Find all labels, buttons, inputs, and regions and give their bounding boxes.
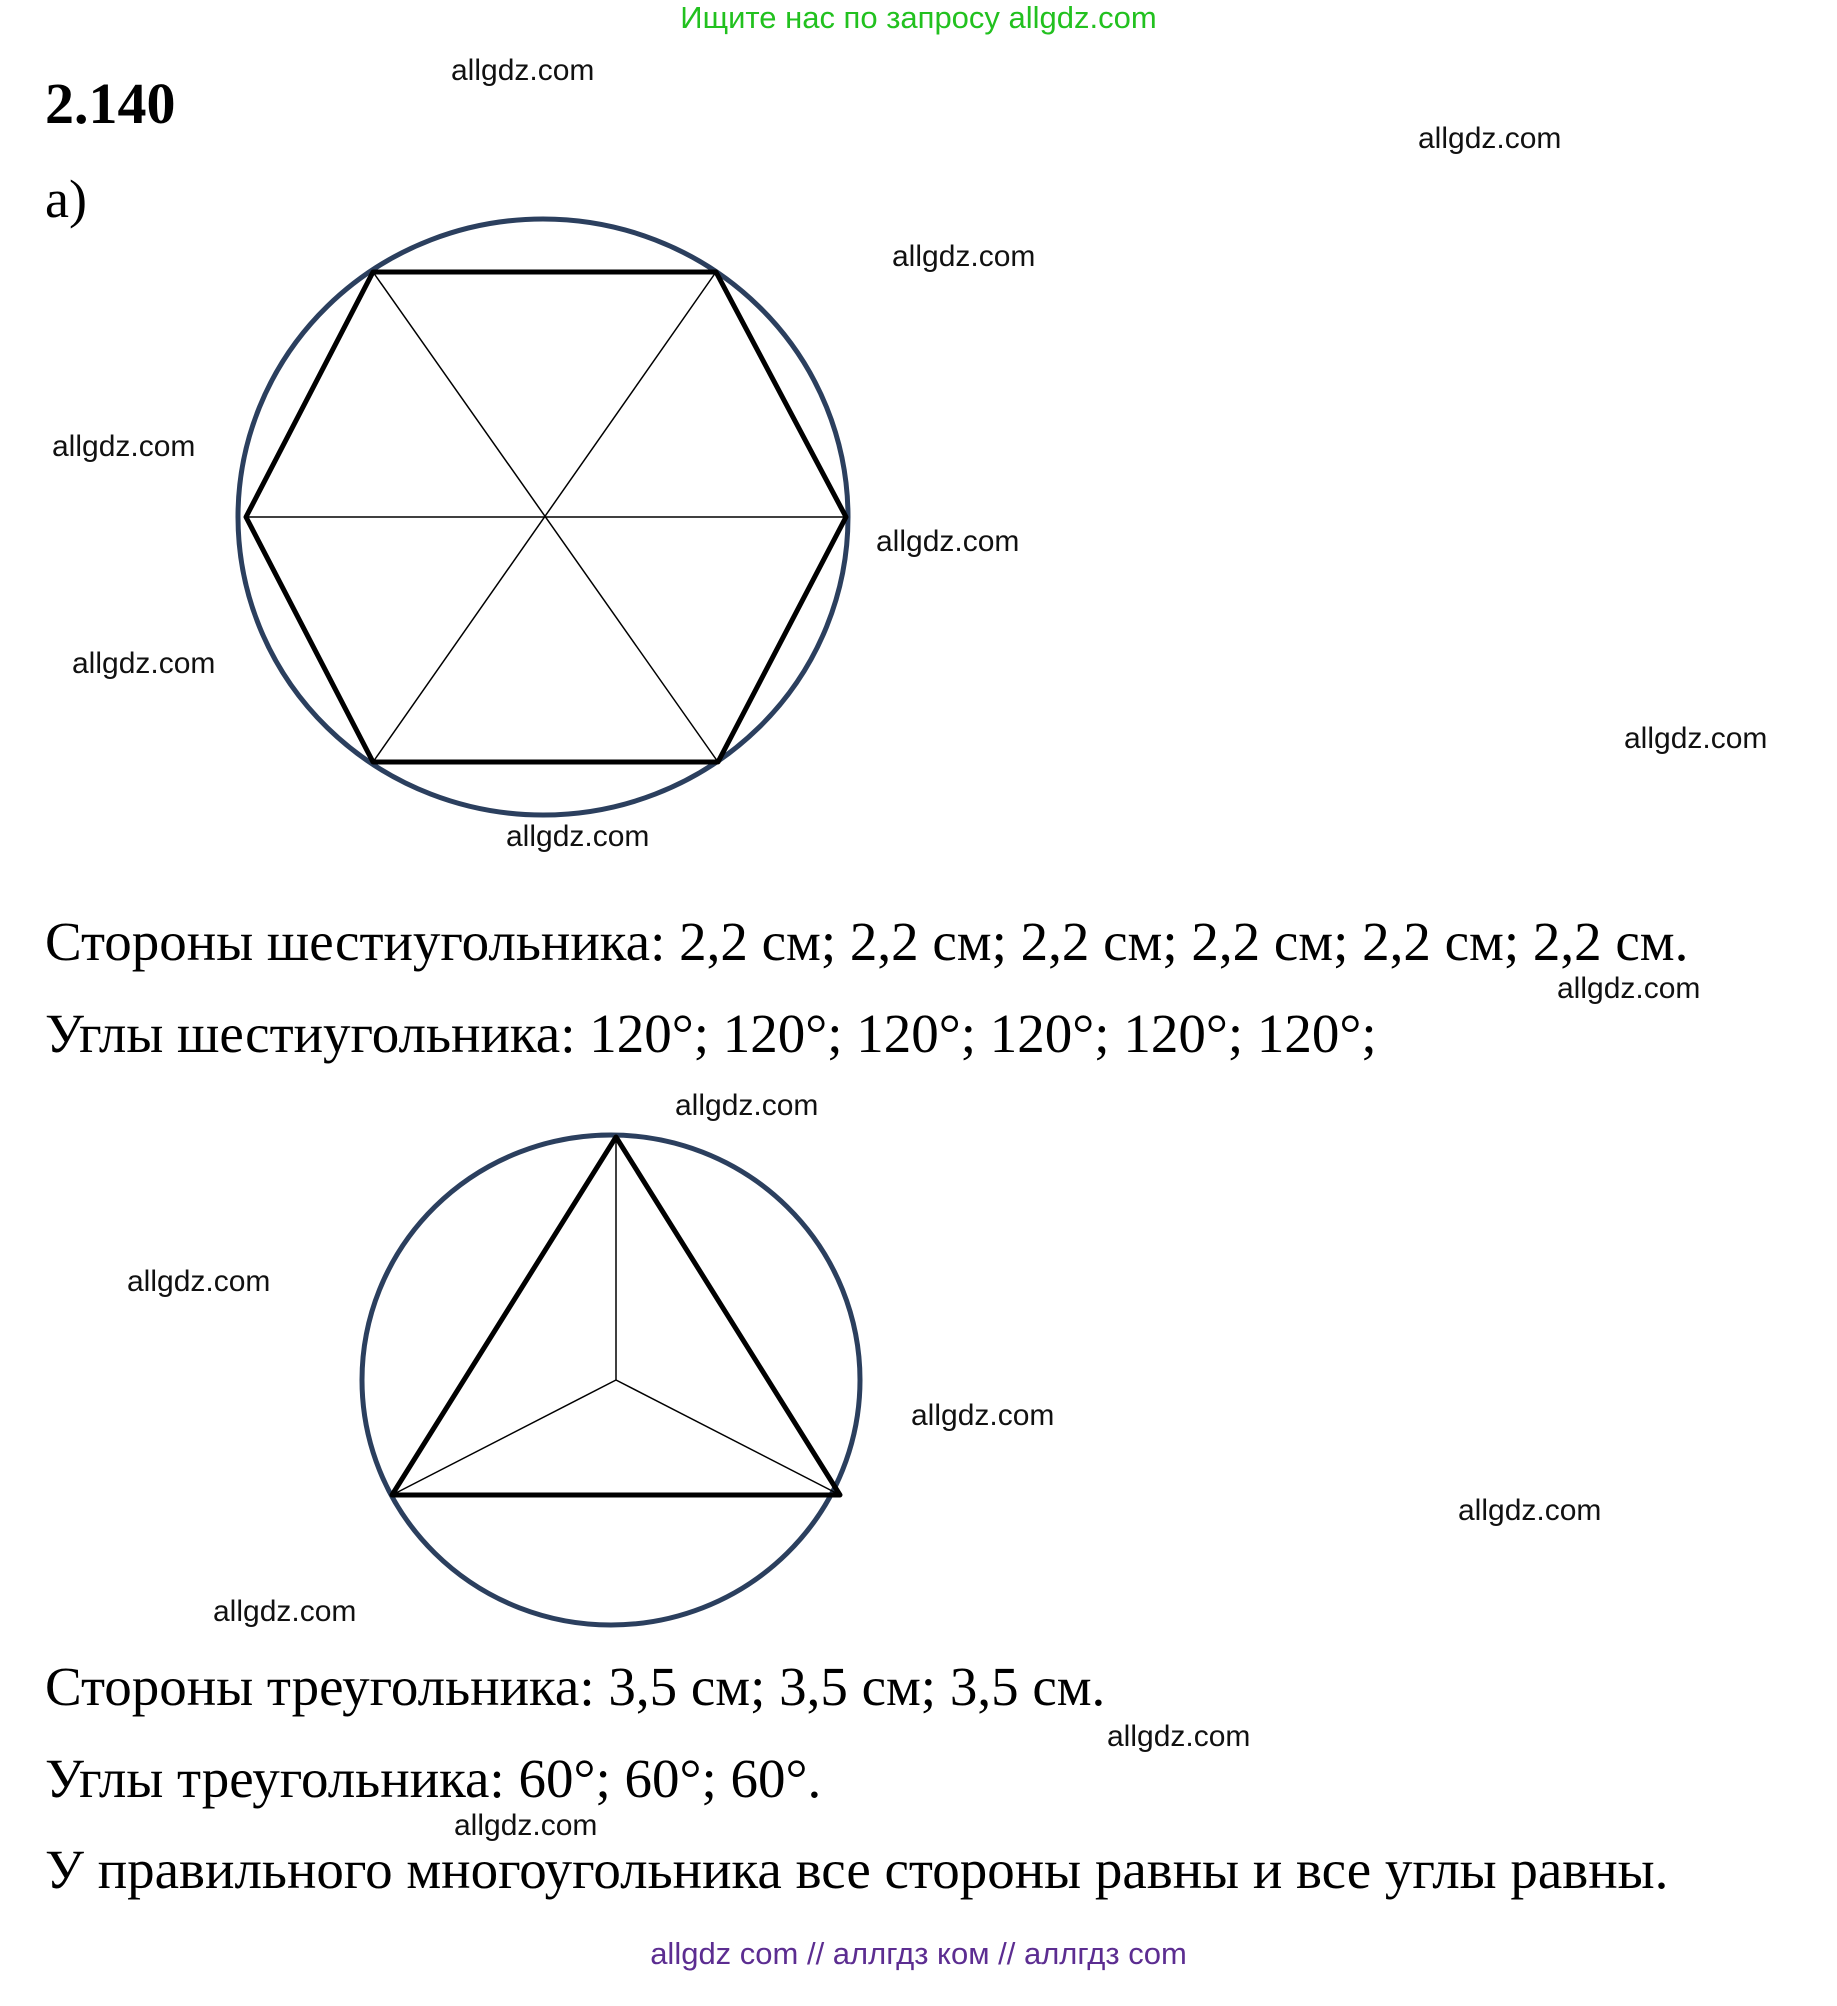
watermark: allgdz.com <box>911 1399 1055 1432</box>
watermark: allgdz.com <box>1458 1494 1602 1527</box>
triangle-angles-text: Углы треугольника: 60°; 60°; 60°. <box>45 1748 822 1809</box>
part-label: а) <box>45 169 87 229</box>
watermark: allgdz.com <box>52 430 196 463</box>
problem-number: 2.140 <box>45 71 176 136</box>
watermark: allgdz.com <box>1418 122 1562 155</box>
conclusion-text: У правильного многоугольника все стороны равны и все углы равны. <box>45 1839 1669 1900</box>
top-banner: Ищите нас по запросу allgdz.com <box>680 0 1157 35</box>
watermark: allgdz.com <box>506 820 650 853</box>
hexagon-angles-text: Углы шестиугольника: 120°; 120°; 120°; 120°; 120°; 120°; <box>45 1003 1377 1064</box>
watermark: allgdz.com <box>72 647 216 680</box>
triangle-figure <box>362 1135 860 1625</box>
hexagon-figure <box>238 219 848 815</box>
watermark: allgdz.com <box>127 1265 271 1298</box>
triangle-sides-text: Стороны треугольника: 3,5 см; 3,5 см; 3,5 см. <box>45 1656 1106 1717</box>
watermark: allgdz.com <box>876 525 1020 558</box>
footer-banner: allgdz com // аллгдз ком // аллгдз com <box>650 1936 1187 1971</box>
watermark: allgdz.com <box>451 54 595 87</box>
watermark: allgdz.com <box>1624 722 1768 755</box>
watermark: allgdz.com <box>892 240 1036 273</box>
watermark: allgdz.com <box>1557 972 1701 1005</box>
hexagon-sides-text: Стороны шестиугольника: 2,2 см; 2,2 см; 2,2 см; 2,2 см; 2,2 см; 2,2 см. <box>45 911 1689 972</box>
watermark: allgdz.com <box>454 1809 598 1842</box>
triangle-circumcircle <box>362 1135 860 1625</box>
watermark: allgdz.com <box>675 1089 819 1122</box>
watermark: allgdz.com <box>213 1595 357 1628</box>
watermark: allgdz.com <box>1107 1720 1251 1753</box>
